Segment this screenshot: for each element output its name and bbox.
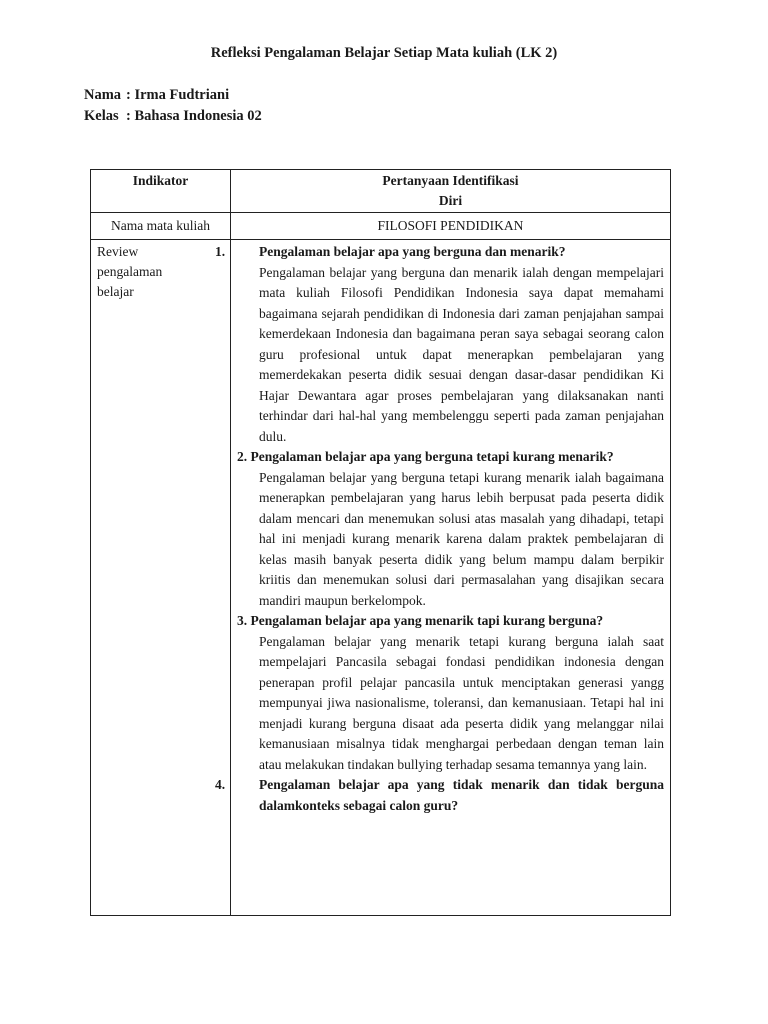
question-1-number: 1. bbox=[215, 244, 226, 259]
question-2 bbox=[237, 447, 664, 468]
header-indikator: Indikator bbox=[91, 170, 231, 213]
review-row bbox=[91, 240, 671, 916]
question-4-number: 4. bbox=[215, 777, 226, 792]
document-title: Refleksi Pengalaman Belajar Setiap Mata kuliah (LK 2) bbox=[210, 45, 558, 61]
name-value: : Irma Fudtriani bbox=[126, 87, 230, 103]
question-1 bbox=[215, 242, 664, 263]
question-3-number: 3. bbox=[237, 613, 248, 628]
review-label-cell bbox=[91, 240, 231, 916]
question-2-text: Pengalaman belajar apa yang berguna tetapi kurang menarik? bbox=[250, 449, 614, 464]
answer-2: Pengalaman belajar yang berguna tetapi kurang menarik ialah bagaimana menerapkan pembelajaran yang harus lebih berpusat pada peserta didik dalam mencari dan menemukan solusi atas masalah yang dihadapi, tetapi hal ini menjadi kurang menarik karena dalam praktek pembelajaran di kelas masih banyak peserta didik yang belum mampu dalam berpikir kriitis dan menemukan solusi dari permasalahan yang disajikan secara mandiri maupun berkelompok. bbox=[259, 469, 664, 608]
class-value: : Bahasa Indonesia 02 bbox=[126, 108, 262, 124]
question-3 bbox=[237, 611, 664, 632]
review-label: Review pengalaman belajar bbox=[97, 244, 163, 299]
name-key: Nama bbox=[84, 87, 122, 103]
header-pertanyaan-line1: Pertanyaan Identifikasi bbox=[382, 173, 519, 188]
class-key: Kelas bbox=[84, 108, 119, 124]
header-pertanyaan-line2: Diri bbox=[438, 193, 463, 208]
reflection-table bbox=[90, 169, 671, 916]
header-pertanyaan bbox=[231, 170, 671, 213]
student-class-line bbox=[84, 108, 262, 125]
student-name-line bbox=[84, 87, 229, 104]
course-label: Nama mata kuliah bbox=[91, 213, 231, 240]
answer-1: Pengalaman belajar yang berguna dan menarik ialah dengan mempelajari mata kuliah Filosofi Pendidikan Indonesia saya dapat memahami bagaimana sejarah pendidikan di Indonesia dari zaman penjajahan sampai kemerdekaan Indonesia dan bagaimana peran saya sebagai seorang calon guru profesional untuk dapat menerapkan pembelajaran yang memerdekakan peserta didik sesuai dengan dasar-dasar pendidikan Ki Hajar Dewantara agar proses pembelajaran yang dilaksanakan nanti terhindar dari hal-hal yang membelenggu seperti pada zaman penjajahan dulu. bbox=[259, 264, 664, 444]
course-value: FILOSOFI PENDIDIKAN bbox=[231, 213, 671, 240]
table-header-row bbox=[91, 170, 671, 213]
answer-3: Pengalaman belajar yang menarik tetapi kurang berguna ialah saat mempelajari Pancasila sebagai fondasi pendidikan indonesia dengan penerapan profil pelajar pancasila untuk menciptakan generasi yangg mempunyai jiwa nasionalisme, toleransi, dan kemanusiaan. Tetapi hal ini menjadi kurang berguna disaat ada peserta didik yang melanggar nilai kemanusiaan misalnya tidak menghargai perbedaan dengan teman lain atau melakukan tindakan bullying terhadap sesama temannya yang lain. bbox=[259, 633, 664, 772]
question-2-number: 2. bbox=[237, 449, 248, 464]
course-row bbox=[91, 213, 671, 240]
question-3-text: Pengalaman belajar apa yang menarik tapi kurang berguna? bbox=[250, 613, 604, 628]
question-4 bbox=[215, 775, 664, 816]
question-4-text: Pengalaman belajar apa yang tidak menarik dan tidak berguna dalamkonteks sebagai calon guru? bbox=[259, 777, 664, 813]
question-1-text: Pengalaman belajar apa yang berguna dan menarik? bbox=[259, 244, 566, 259]
review-content-cell bbox=[215, 240, 671, 916]
